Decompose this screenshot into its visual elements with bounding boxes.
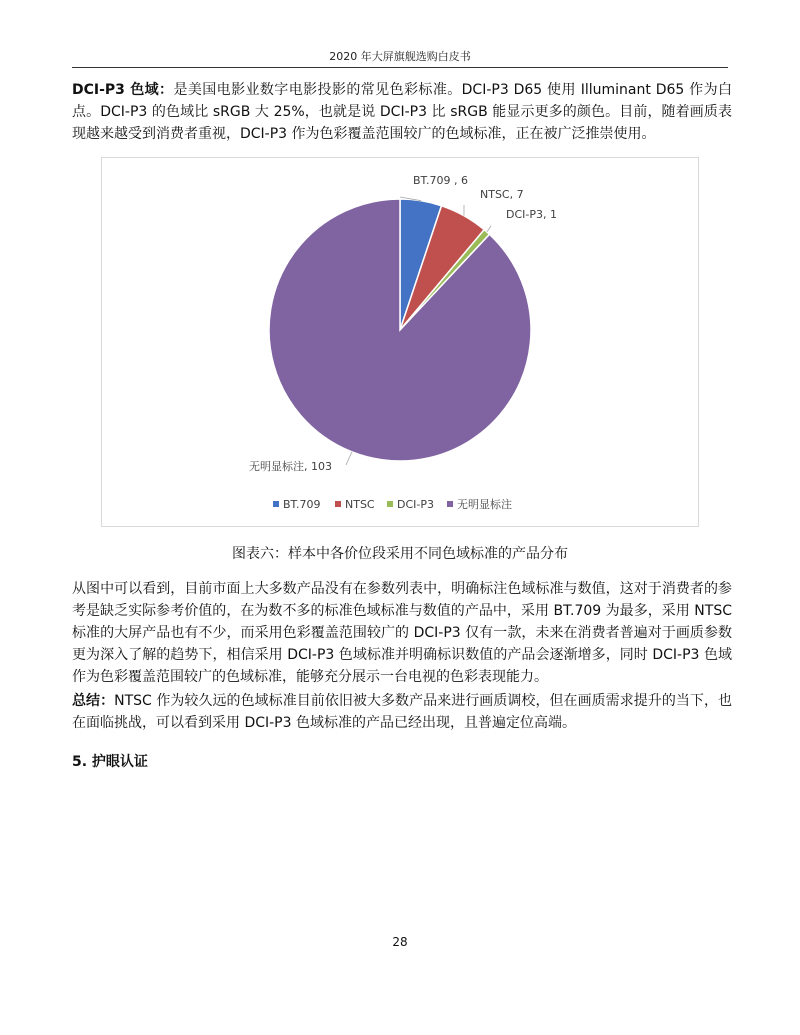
legend-swatch-bt709: [273, 501, 279, 507]
page-number: 28: [392, 935, 408, 949]
paragraph-dci-p3: [72, 79, 732, 145]
page-header: 2020 年大屏旗舰选购白皮书: [329, 50, 471, 63]
legend-label-unlabeled: 无明显标注: [457, 498, 512, 511]
summary-term: 总结：: [72, 693, 115, 709]
figure-caption: 图表六：样本中各价位段采用不同色域标准的产品分布: [232, 546, 568, 562]
paragraph-analysis: 从图中可以看到，目前市面上大多数产品没有在参数列表中，明确标注色域标准与数值，这对于消费者的参考是缺乏实际参考价值的，在为数不多的标准色域标准与数值的产品中，采用 BT.709 为最多，采用 NTSC 标准的大屏产品也有不少，而采用色彩覆盖范围较广的 DCI-P3 仅有一款，未来在消费者普遍对于画质参数更为深入了解的趋势下，相信采用 DCI-P3 色域标准并明确标识数值的产品会逐渐增多，同时 DCI-P3 色域作为色彩覆盖范围较广的色域标准，能够充分展示一台电视的色彩表现能力。: [72, 581, 732, 685]
dci-p3-term: DCI-P3 色域：: [72, 82, 174, 98]
leader-line-unlabeled: [346, 452, 352, 465]
paragraph-summary: [72, 690, 732, 734]
section-heading: 5. 护眼认证: [72, 754, 148, 770]
legend-label-bt709: BT.709: [283, 498, 321, 511]
legend-label-dci-p3: DCI-P3: [397, 498, 434, 511]
header-rule: [72, 67, 728, 68]
leader-line-dci-p3: [487, 226, 491, 232]
data-label-bt709: BT.709 , 6: [413, 174, 468, 187]
summary-text: NTSC 作为较久远的色域标准目前依旧被大多数产品来进行画质调校，但在画质需求提升的当下，也在面临挑战，可以看到采用 DCI-P3 色域标准的产品已经出现，且普遍定位高端。: [72, 693, 733, 731]
pie-chart-container: [101, 157, 699, 527]
pie-chart: [102, 158, 698, 526]
data-label-dci-p3: DCI-P3, 1: [506, 208, 557, 221]
legend-swatch-ntsc: [335, 501, 341, 507]
pie-slice-unlabeled: [269, 199, 531, 461]
legend-label-ntsc: NTSC: [345, 498, 375, 511]
legend-swatch-unlabeled: [447, 501, 453, 507]
data-label-ntsc: NTSC, 7: [480, 188, 524, 201]
data-label-unlabeled: 无明显标注, 103: [249, 460, 332, 473]
legend-swatch-dci-p3: [387, 501, 393, 507]
dci-p3-text: 是美国电影业数字电影投影的常见色彩标准。DCI-P3 D65 使用 Illuminant D65 作为白点。DCI-P3 的色域比 sRGB 大 25%，也就是说 DCI-P3 比 sRGB 能显示更多的颜色。目前，随着画质表现越来越受到消费者重视，DCI-P3 作为色彩覆盖范围较广的色域标准，正在被广泛推崇使用。: [72, 82, 732, 142]
